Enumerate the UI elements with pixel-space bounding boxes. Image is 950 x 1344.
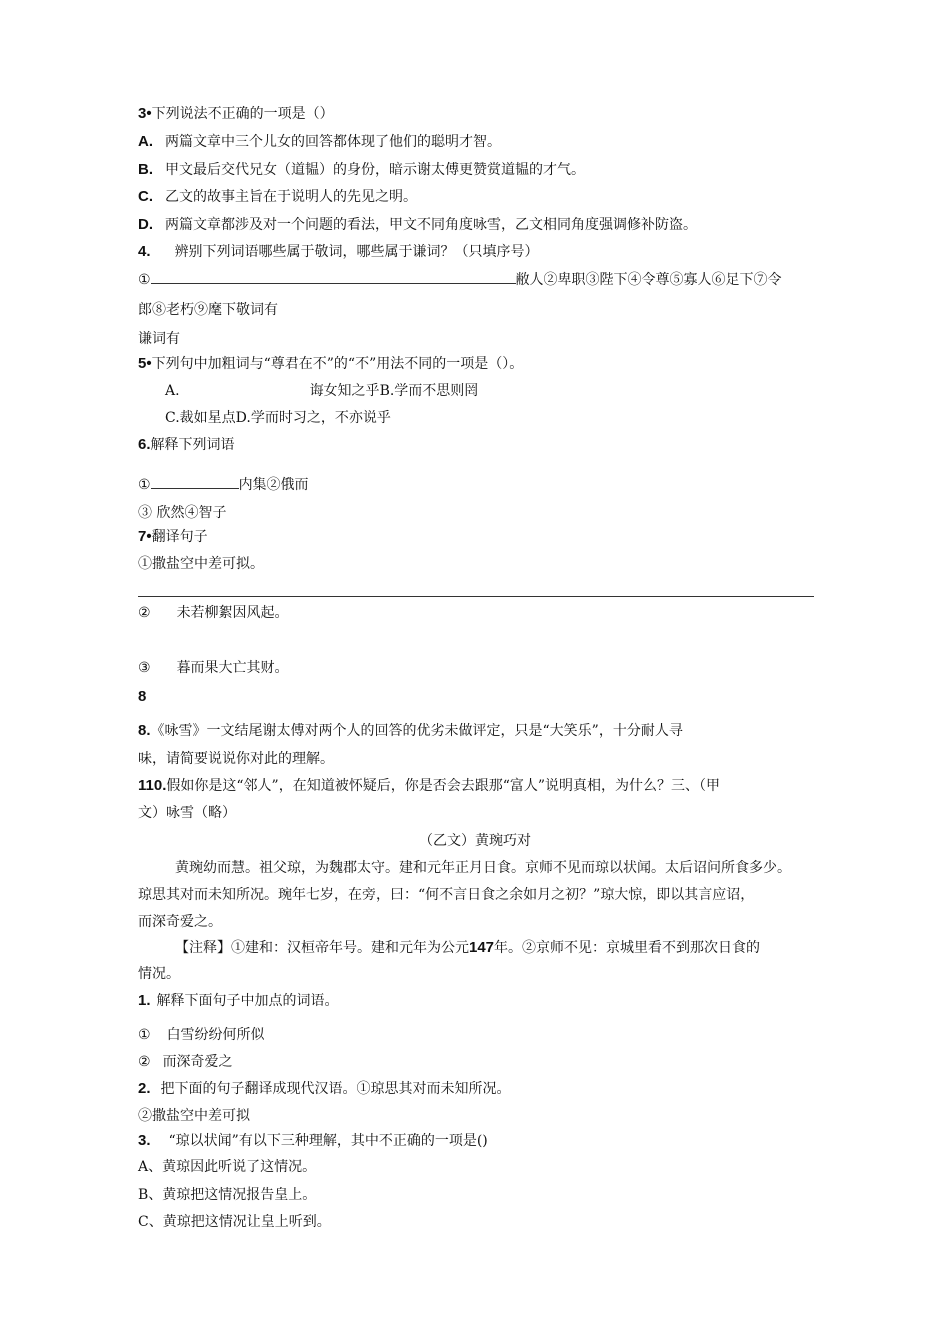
stray-number: 8 (138, 688, 147, 705)
passage-title: （乙文）黄琬巧对 (419, 833, 531, 849)
pq1-stem: 1. 解释下面句子中加点的词语。 (138, 992, 339, 1009)
pq3-option-a: A、黄琼因此听说了这情况。 (138, 1159, 317, 1175)
pq1-item-1: ① 白雪纷纷何所似 (138, 1027, 265, 1043)
pq3-stem: 3. “琼以状闻”有以下三种理解，其中不正确的一项是() (138, 1132, 488, 1149)
q5-options-ab: A. 诲女知之乎B.学而不思则罔 (165, 383, 479, 399)
q4-answer-blank (151, 271, 516, 284)
q7-stem: 7•翻译句子 (138, 528, 208, 545)
q3-option-a: A. 两篇文章中三个儿女的回答都体现了他们的聪明才智。 (138, 133, 501, 150)
q8-line-2: 味，请简要说说你对此的理解。 (138, 751, 334, 767)
q6-stem: 6.解释下列词语 (138, 436, 235, 453)
q7-sentence-2: ② 未若柳絮因风起。 (138, 605, 289, 621)
pq2-item-2: ②撒盐空中差可拟 (138, 1108, 250, 1124)
passage-note-2: 情况。 (138, 966, 180, 982)
pq3-option-c: C、黄琼把这情况让皇上听到。 (138, 1214, 331, 1230)
pq1-item-2: ② 而深奇爱之 (138, 1054, 233, 1070)
q6-answer-blank (151, 476, 239, 489)
q6-item-1: ① 内集②俄而 (138, 477, 309, 493)
passage-paragraph-1: 黄琬幼而慧。祖父琼，为魏郡太守。建和元年正月日食。京师不见而琼以状闻。太后诏问所食多少。 (175, 860, 791, 876)
passage-note: 【注释】①建和：汉桓帝年号。建和元年为公元147年。②京师不见：京城里看不到那次日食的 (175, 939, 761, 956)
q5-stem: 5•下列句中加粗词与“尊君在不”的“不”用法不同的一项是（）。 (138, 355, 524, 372)
q7-sentence-1: ①撒盐空中差可拟。 (138, 556, 264, 572)
pq3-option-b: B、黄琼把这情况报告皇上。 (138, 1187, 317, 1203)
q4-items-line2: 郎⑧老朽⑨麾下敬词有 (138, 302, 278, 318)
q7-sentence-3: ③ 暮而果大亡其财。 (138, 660, 289, 676)
q3-stem: 3•下列说法不正确的一项是（） (138, 105, 334, 122)
answer-line (138, 596, 814, 597)
passage-paragraph-2: 琼思其对而未知所况。琬年七岁，在旁，曰：“何不言日食之余如月之初？”琼大惊，即以其言应诏， (138, 887, 755, 903)
pq2-stem: 2. 把下面的句子翻译成现代汉语。①琼思其对而未知所况。 (138, 1080, 511, 1097)
q4-humble-words: 谦词有 (138, 331, 180, 347)
q4-stem: 4. 辨别下列词语哪些属于敬词，哪些属于谦词？（只填序号） (138, 243, 539, 260)
q4-items: ① 敝人②卑职③陛下④令尊⑤寡人⑥足下⑦令 (138, 272, 782, 288)
q5-options-cd: C.裁如星点D.学而时习之，不亦说乎 (165, 410, 391, 426)
passage-paragraph-3: 而深奇爱之。 (138, 914, 222, 930)
q110-line-1: 110.假如你是这“邻人”，在知道被怀疑后，你是否会去跟那“富人”说明真相，为什么？三、（甲 (138, 777, 721, 794)
q8-line-1: 8.《咏雪》一文结尾谢太傅对两个人的回答的优劣未做评定，只是“大笑乐”，十分耐人寻 (138, 722, 683, 739)
q3-option-d: D. 两篇文章都涉及对一个问题的看法，甲文不同角度咏雪，乙文相同角度强调修补防盗。 (138, 216, 697, 233)
q6-item-3: ③ 欣然④智子 (138, 505, 227, 521)
q110-line-2: 文）咏雪（略） (138, 805, 236, 821)
q3-option-b: B. 甲文最后交代兄女（道韫）的身份，暗示谢太傅更赞赏道韫的才气。 (138, 161, 585, 178)
q3-option-c: C. 乙文的故事主旨在于说明人的先见之明。 (138, 188, 417, 205)
